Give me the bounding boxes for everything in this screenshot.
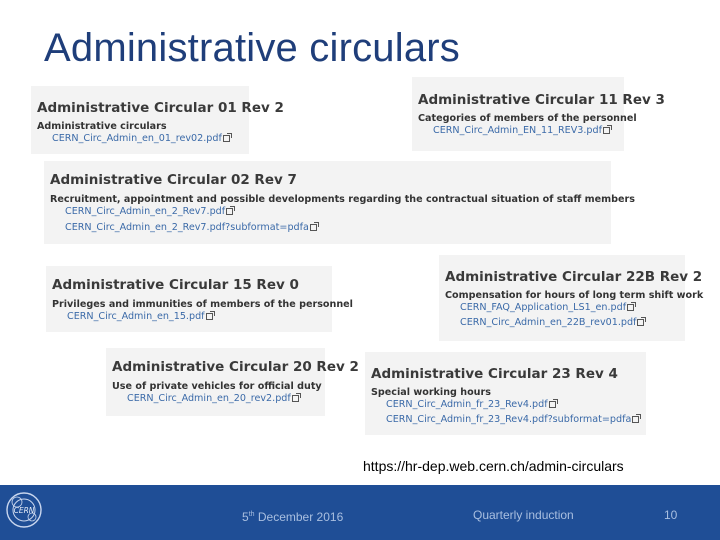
circular-subtitle: Use of private vehicles for official duty xyxy=(112,381,322,392)
pdf-link-text[interactable]: CERN_Circ_Admin_en_01_rev02.pdf xyxy=(52,133,222,144)
pdf-link[interactable] xyxy=(445,302,685,313)
circular-card-02 xyxy=(44,161,635,244)
circular-subtitle: Privileges and immunities of members of the personnel xyxy=(52,299,353,310)
pdf-link-text[interactable]: CERN_FAQ_Application_LS1_en.pdf xyxy=(460,302,627,313)
external-link-icon xyxy=(637,319,644,326)
date-day: 5 xyxy=(242,510,249,524)
circular-subtitle: Compensation for hours of long term shift work xyxy=(445,290,704,301)
circular-title: Administrative Circular 23 Rev 4 xyxy=(371,366,618,382)
circular-title: Administrative Circular 15 Rev 0 xyxy=(52,277,299,293)
footer-date xyxy=(242,510,343,524)
footer-bar xyxy=(0,485,720,540)
pdf-link-text[interactable]: CERN_Circ_Admin_EN_11_REV3.pdf xyxy=(433,125,602,136)
circular-card-15 xyxy=(46,266,353,332)
slide-title: Administrative circulars xyxy=(44,26,461,70)
external-link-icon xyxy=(292,395,299,402)
external-link-icon xyxy=(226,208,233,215)
pdf-link-text[interactable]: CERN_Circ_Admin_fr_23_Rev4.pdf?subformat=pdfa xyxy=(386,414,632,425)
footer-event: Quarterly induction xyxy=(473,508,574,522)
circular-card-23 xyxy=(365,352,646,435)
logo-text: CERN xyxy=(13,506,35,515)
pdf-link-text[interactable]: CERN_Circ_Admin_en_20_rev2.pdf xyxy=(127,393,291,404)
circular-card-22b xyxy=(439,255,704,341)
pdf-link[interactable] xyxy=(371,399,646,410)
circular-subtitle: Recruitment, appointment and possible developments regarding the contractual situation of staff members xyxy=(50,194,635,205)
circular-card-20 xyxy=(106,348,359,416)
external-link-icon xyxy=(206,313,213,320)
external-link-icon xyxy=(223,135,230,142)
date-suffix: th xyxy=(248,511,255,518)
circular-subtitle: Categories of members of the personnel xyxy=(418,113,637,124)
pdf-link[interactable] xyxy=(37,133,249,144)
external-link-icon xyxy=(632,416,639,423)
pdf-link[interactable] xyxy=(445,317,685,328)
external-link-icon xyxy=(310,224,317,231)
circular-title: Administrative Circular 01 Rev 2 xyxy=(37,100,284,116)
circular-title: Administrative Circular 20 Rev 2 xyxy=(112,359,359,375)
pdf-link[interactable] xyxy=(371,414,646,425)
external-link-icon xyxy=(627,304,634,311)
pdf-link-text[interactable]: CERN_Circ_Admin_en_15.pdf xyxy=(67,311,205,322)
cern-logo xyxy=(4,490,44,530)
pdf-link-text[interactable]: CERN_Circ_Admin_fr_23_Rev4.pdf xyxy=(386,399,548,410)
circular-card-01 xyxy=(31,86,284,154)
pdf-link[interactable] xyxy=(418,125,624,136)
pdf-link-text[interactable]: CERN_Circ_Admin_en_2_Rev7.pdf xyxy=(65,206,226,217)
circular-title: Administrative Circular 02 Rev 7 xyxy=(50,172,297,188)
circular-subtitle: Special working hours xyxy=(371,387,491,398)
pdf-link[interactable] xyxy=(50,206,611,217)
source-url[interactable]: https://hr-dep.web.cern.ch/admin-circulars xyxy=(363,458,624,474)
pdf-link-text[interactable]: CERN_Circ_Admin_en_2_Rev7.pdf?subformat=pdfa xyxy=(65,222,309,233)
external-link-icon xyxy=(549,401,556,408)
pdf-link-text[interactable]: CERN_Circ_Admin_en_22B_rev01.pdf xyxy=(460,317,637,328)
circular-title: Administrative Circular 22B Rev 2 xyxy=(445,269,703,285)
pdf-link[interactable] xyxy=(112,393,325,404)
external-link-icon xyxy=(603,127,610,134)
pdf-link[interactable] xyxy=(52,311,332,322)
circular-title: Administrative Circular 11 Rev 3 xyxy=(418,92,665,108)
circular-card-11 xyxy=(412,77,665,151)
page-number: 10 xyxy=(664,508,678,522)
date-rest: December 2016 xyxy=(254,510,344,524)
pdf-link[interactable] xyxy=(50,222,611,233)
circular-subtitle: Administrative circulars xyxy=(37,121,167,132)
